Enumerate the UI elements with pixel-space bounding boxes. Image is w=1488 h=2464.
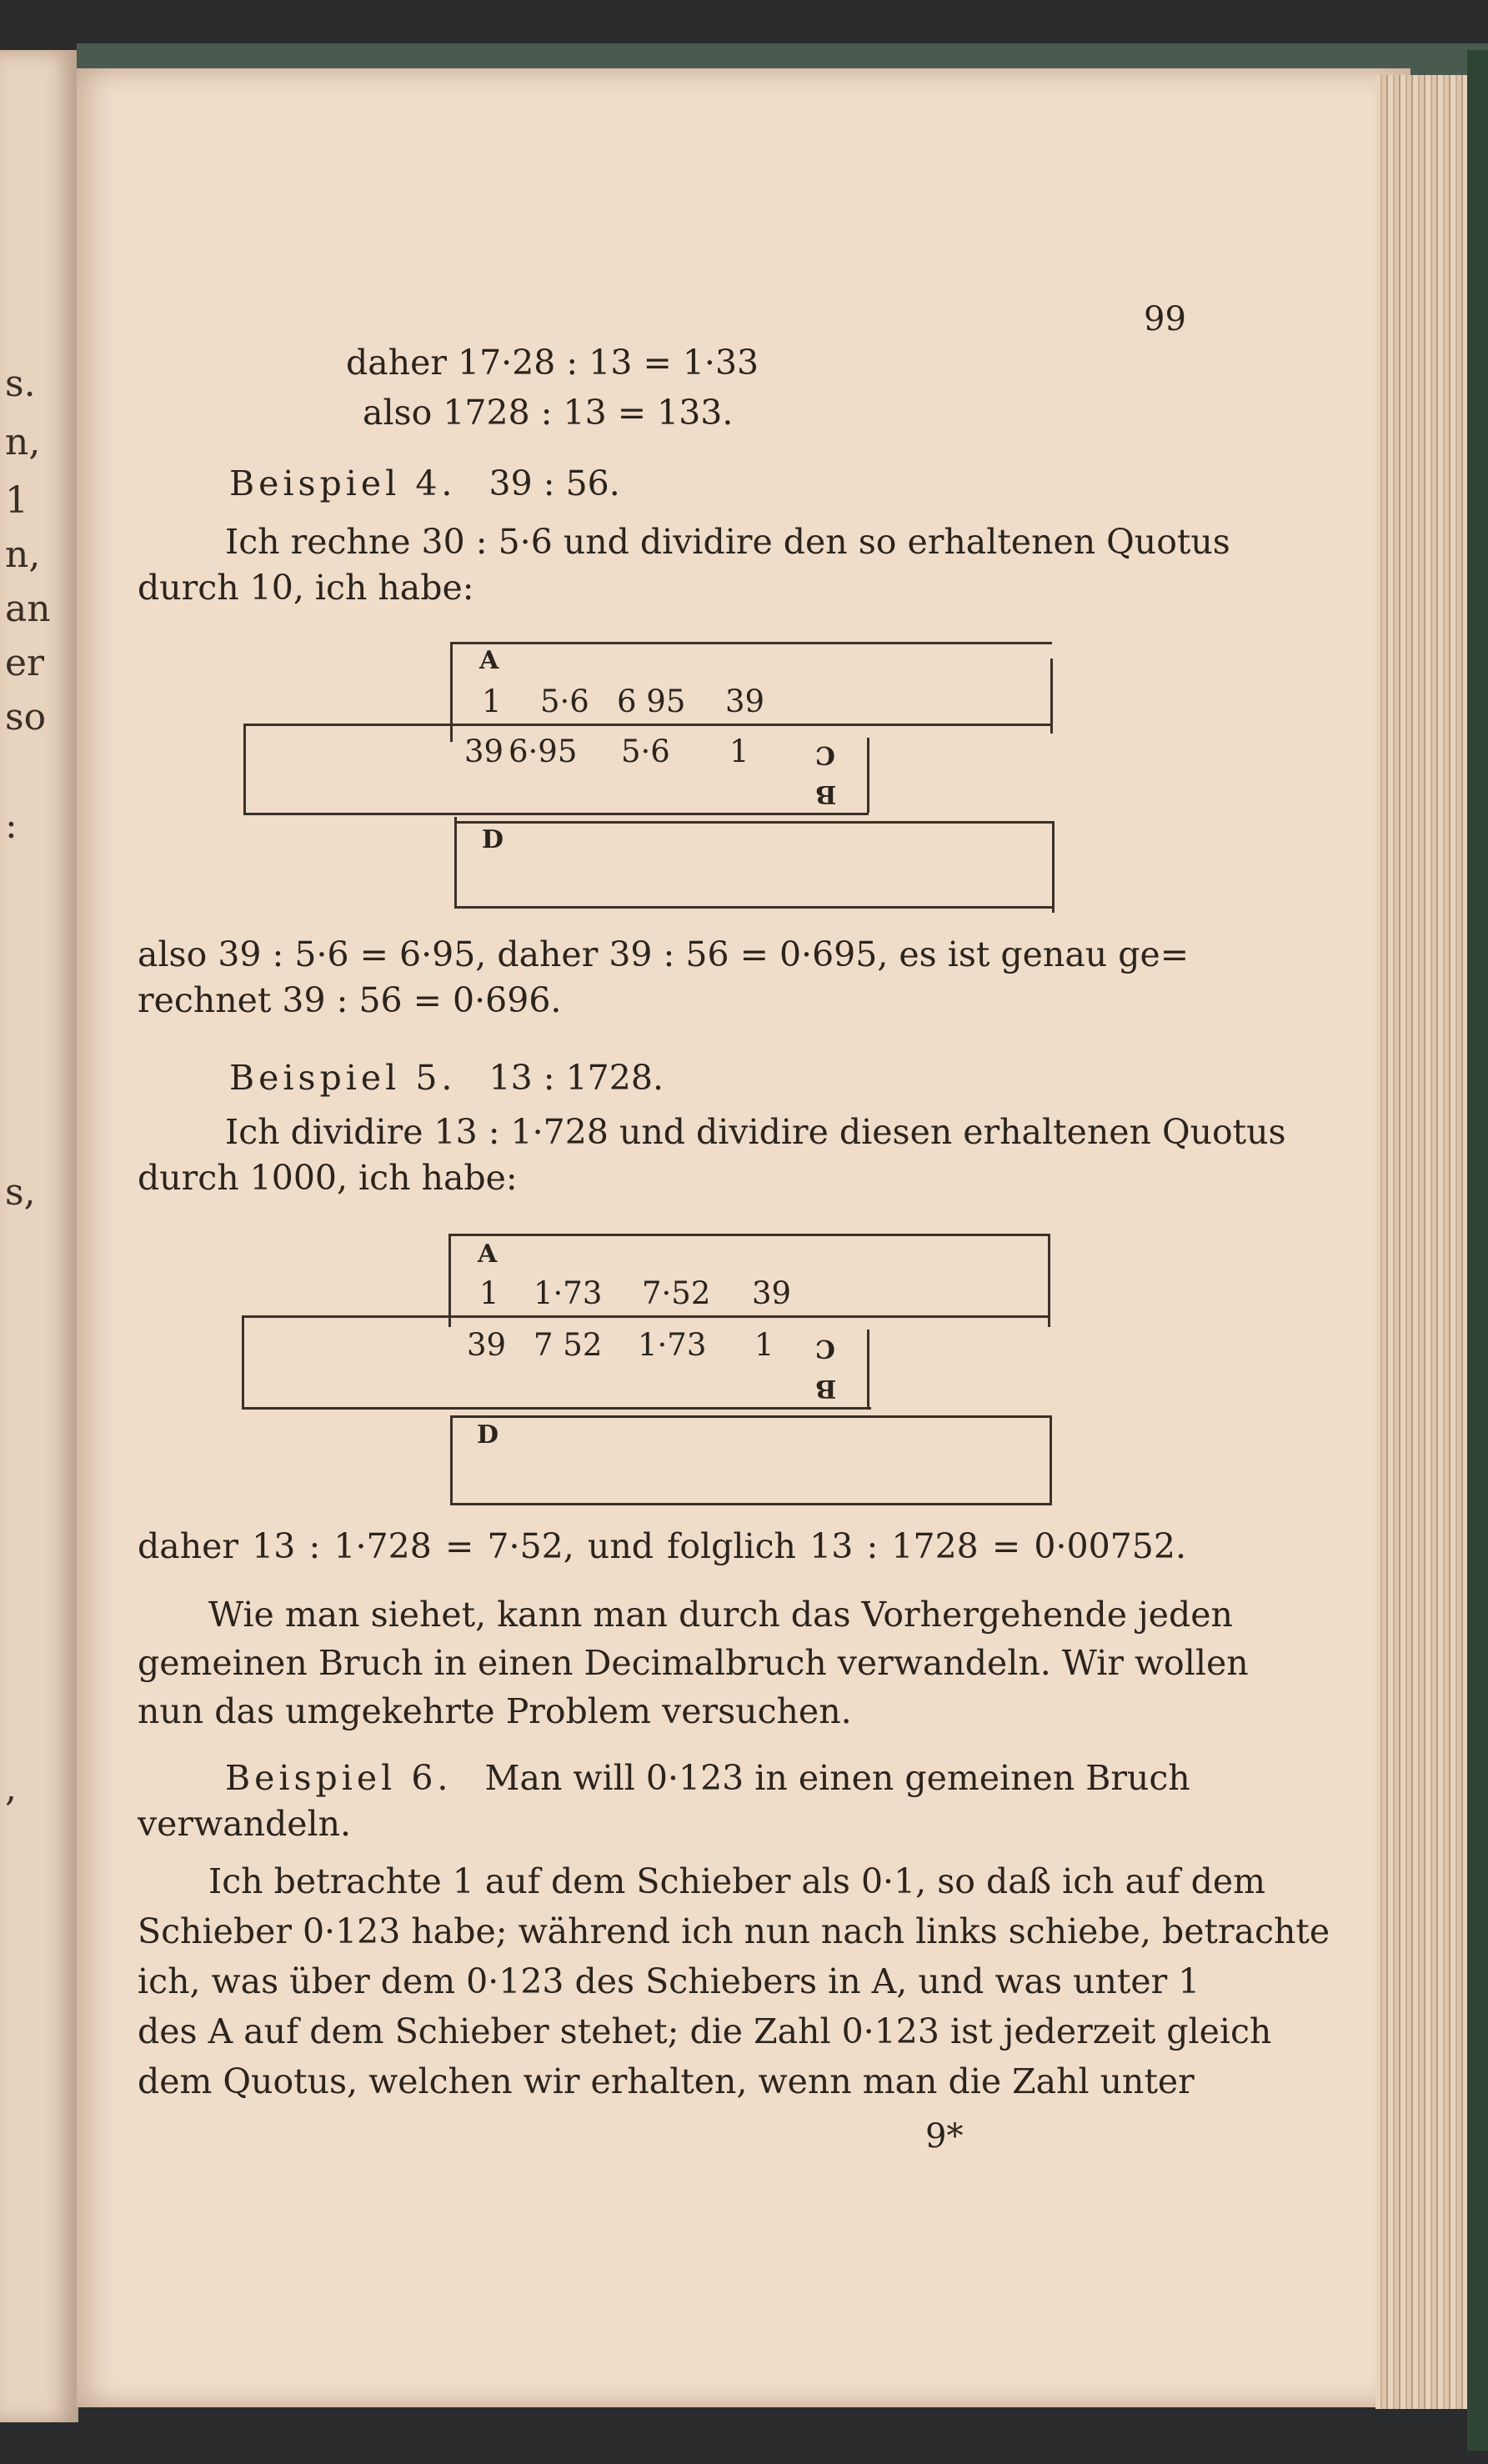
rule-line	[454, 821, 1055, 824]
rule-line	[450, 1415, 453, 1505]
text-line: daher 13 : 1·728 = 7·52, und folglich 13 : 1728 = 0·00752.	[138, 1526, 1186, 1566]
left-page-edge	[0, 50, 78, 2422]
slider-value: 5·6	[621, 734, 670, 769]
text-line: Ich dividire 13 : 1·728 und dividire diesen erhaltenen Quotus	[225, 1112, 1286, 1152]
text-line: des A auf dem Schieber stehet; die Zahl 0·123 ist jederzeit gleich	[138, 2011, 1272, 2051]
text-line: durch 1000, ich habe:	[138, 1158, 518, 1198]
left-fragment: s,	[5, 1171, 36, 1214]
text-line: Schieber 0·123 habe; während ich nun nach links schiebe, betrachte	[138, 1911, 1330, 1951]
text-line: durch 10, ich habe:	[138, 568, 474, 608]
scale-a-value: 1	[479, 1275, 499, 1311]
left-fragment: s.	[5, 363, 36, 405]
text-line: also 39 : 5·6 = 6·95, daher 39 : 56 = 0·695, es ist genau ge=	[138, 934, 1190, 974]
text-line: Ich rechne 30 : 5·6 und dividire den so erhaltenen Quotus	[225, 522, 1230, 562]
rule-line	[1048, 1234, 1050, 1327]
rule-line	[242, 1407, 871, 1410]
scale-label-a: A	[479, 646, 499, 675]
scale-a-value: 6 95	[617, 684, 686, 719]
rule-line	[448, 1234, 1050, 1236]
cover-back-edge	[1467, 50, 1488, 2451]
slider-value: 6·95	[509, 734, 578, 769]
rule-line	[1050, 659, 1053, 734]
text-line: gemeinen Bruch in einen Decimalbruch verwandeln. Wir wollen	[138, 1643, 1249, 1683]
scale-label-c: C	[815, 740, 835, 769]
rule-line	[450, 642, 453, 742]
text-line: rechnet 39 : 56 = 0·696.	[138, 980, 562, 1020]
equation-line: daher 17·28 : 13 = 1·33	[346, 343, 759, 383]
book-page	[77, 68, 1410, 2407]
slider-value: 1·73	[638, 1327, 707, 1363]
example-heading: Beispiel 5.	[229, 1058, 457, 1098]
left-fragment: ,	[5, 1767, 17, 1810]
example-problem: 39 : 56.	[488, 463, 620, 503]
text-line: ich, was über dem 0·123 des Schiebers in A, und was unter 1	[138, 1961, 1200, 2001]
slider-value: 1	[729, 734, 749, 769]
rule-line	[867, 1330, 869, 1409]
left-fragment: er	[5, 642, 45, 684]
rule-line	[454, 817, 457, 909]
left-fragment: n,	[5, 533, 41, 576]
rule-line	[1050, 1415, 1052, 1505]
example-heading: Beispiel 4.	[229, 463, 457, 503]
rule-line	[243, 724, 246, 815]
page-number: 99	[1144, 300, 1186, 338]
rule-line	[243, 724, 1052, 726]
rule-line	[450, 1415, 1052, 1418]
equation-line: also 1728 : 13 = 133.	[363, 393, 734, 433]
scale-a-value: 7·52	[642, 1275, 711, 1311]
slider-value: 39	[467, 1327, 507, 1363]
scale-label-c: C	[815, 1334, 835, 1363]
rule-line	[242, 1315, 244, 1409]
text-line: verwandeln.	[138, 1804, 352, 1844]
scale-label-b: B	[815, 779, 837, 809]
scale-a-value: 39	[752, 1275, 792, 1311]
slider-value: 39	[464, 734, 504, 769]
left-fragment: so	[5, 696, 47, 739]
text-line: dem Quotus, welchen wir erhalten, wenn man die Zahl unter	[138, 2061, 1195, 2101]
rule-line	[454, 906, 1055, 909]
text-line: Wie man siehet, kann man durch das Vorhergehende jeden	[208, 1595, 1233, 1635]
left-fragment: 1	[5, 479, 28, 522]
rule-line	[448, 1234, 451, 1327]
rule-line	[243, 813, 869, 815]
text-line: Ich betrachte 1 auf dem Schieber als 0·1, so daß ich auf dem	[208, 1861, 1266, 1901]
scale-label-d: D	[482, 825, 504, 854]
example-heading: Beispiel 6.	[225, 1758, 453, 1798]
scale-a-value: 39	[725, 684, 765, 719]
signature-mark: 9*	[925, 2117, 964, 2156]
slider-value: 7 52	[534, 1327, 603, 1363]
rule-line	[242, 1315, 1050, 1318]
left-fragment: n,	[5, 421, 41, 463]
scale-a-value: 1·73	[534, 1275, 603, 1311]
rule-line	[1052, 821, 1055, 913]
example-6-title	[225, 1757, 1190, 1799]
scale-a-value: 5·6	[540, 684, 589, 719]
scale-label-a: A	[478, 1240, 498, 1269]
rule-line	[867, 738, 869, 813]
example-4-title	[229, 463, 620, 504]
rule-line	[450, 642, 1052, 644]
scale-label-b: B	[815, 1374, 837, 1403]
text-line: nun das umgekehrte Problem versuchen.	[138, 1691, 852, 1731]
scale-a-value: 1	[482, 684, 502, 719]
slider-value: 1	[754, 1327, 774, 1363]
example-5-title	[229, 1057, 664, 1099]
text-line: Man will 0·123 in einen gemeinen Bruch	[484, 1758, 1190, 1798]
example-problem: 13 : 1728.	[488, 1058, 664, 1098]
left-fragment: an	[5, 588, 51, 630]
scale-label-d: D	[477, 1420, 499, 1450]
left-fragment: :	[5, 804, 18, 847]
rule-line	[450, 1503, 1052, 1505]
